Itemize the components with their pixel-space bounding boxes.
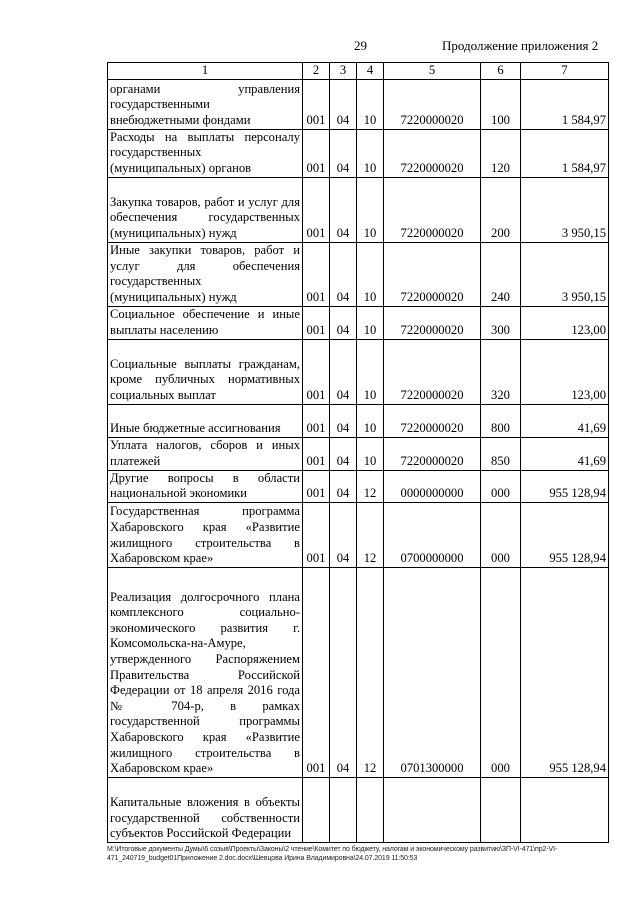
admin-code-cell: 001: [303, 437, 330, 470]
section-code-cell: 04: [330, 339, 357, 404]
subsection-code-cell: 12: [357, 470, 384, 502]
row-name-cell: Другие вопросы в области национальной экономики: [108, 470, 303, 502]
target-article-cell: 7220000020: [384, 306, 481, 339]
section-code-cell: [330, 777, 357, 842]
admin-code-cell: 001: [303, 79, 330, 129]
row-name-cell: Уплата налогов, сборов и иных платежей: [108, 437, 303, 470]
target-article-cell: 7220000020: [384, 242, 481, 306]
expense-type-cell: 850: [481, 437, 521, 470]
section-code-cell: 04: [330, 404, 357, 437]
amount-cell: 123,00: [521, 339, 609, 404]
column-header: 5: [384, 63, 481, 80]
expense-type-cell: 320: [481, 339, 521, 404]
amount-cell: 3 950,15: [521, 242, 609, 306]
amount-cell: 955 128,94: [521, 502, 609, 567]
table-row: [108, 129, 609, 177]
expense-type-cell: 000: [481, 470, 521, 502]
table-row: [108, 339, 609, 404]
subsection-code-cell: 10: [357, 404, 384, 437]
expense-type-cell: 000: [481, 567, 521, 777]
subsection-code-cell: 10: [357, 129, 384, 177]
subsection-code-cell: 10: [357, 79, 384, 129]
subsection-code-cell: 10: [357, 177, 384, 242]
table-row: [108, 777, 609, 842]
amount-cell: 123,00: [521, 306, 609, 339]
table-row: [108, 567, 609, 777]
column-header: 2: [303, 63, 330, 80]
subsection-code-cell: 12: [357, 567, 384, 777]
subsection-code-cell: [357, 777, 384, 842]
table-header-row: [108, 63, 609, 80]
section-code-cell: 04: [330, 306, 357, 339]
section-code-cell: 04: [330, 470, 357, 502]
section-code-cell: 04: [330, 79, 357, 129]
amount-cell: 955 128,94: [521, 470, 609, 502]
table-row: [108, 79, 609, 129]
footer-line: М:\Итоговые документы Думы\6 созыв\Проекты\Законы\2 чтение\Комитет по бюджету, налогам и экономическому развитию\ЗП-VI-471\пр2-VI-: [107, 846, 558, 853]
section-code-cell: 04: [330, 242, 357, 306]
table-row: [108, 242, 609, 306]
section-code-cell: 04: [330, 567, 357, 777]
amount-cell: 1 584,97: [521, 79, 609, 129]
admin-code-cell: 001: [303, 339, 330, 404]
expense-type-cell: 120: [481, 129, 521, 177]
expense-type-cell: 100: [481, 79, 521, 129]
admin-code-cell: [303, 777, 330, 842]
row-name-cell: Капитальные вложения в объекты государственной собственности субъектов Российской Федерации: [108, 777, 303, 842]
target-article-cell: [384, 777, 481, 842]
amount-cell: 3 950,15: [521, 177, 609, 242]
subsection-code-cell: 10: [357, 242, 384, 306]
row-name-cell: Государственная программа Хабаровского края «Развитие жилищного строительства в Хабаровском крае»: [108, 502, 303, 567]
row-name-cell: Закупка товаров, работ и услуг для обеспечения государственных (муниципальных) нужд: [108, 177, 303, 242]
admin-code-cell: 001: [303, 404, 330, 437]
footer-line: 471_240719_budget01Приложение 2.doc.docx\Шевцова Ирина Владимировна\24.07.2019 11:50:53: [107, 855, 418, 862]
table-row: [108, 470, 609, 502]
row-name-cell: Социальное обеспечение и иные выплаты населению: [108, 306, 303, 339]
subsection-code-cell: 12: [357, 502, 384, 567]
section-code-cell: 04: [330, 502, 357, 567]
target-article-cell: 7220000020: [384, 404, 481, 437]
amount-cell: 1 584,97: [521, 129, 609, 177]
admin-code-cell: 001: [303, 470, 330, 502]
row-name-cell: Расходы на выплаты персоналу государственных (муниципальных) органов: [108, 129, 303, 177]
amount-cell: 955 128,94: [521, 567, 609, 777]
target-article-cell: 7220000020: [384, 177, 481, 242]
subsection-code-cell: 10: [357, 437, 384, 470]
target-article-cell: 0700000000: [384, 502, 481, 567]
subsection-code-cell: 10: [357, 306, 384, 339]
subsection-code-cell: 10: [357, 339, 384, 404]
admin-code-cell: 001: [303, 242, 330, 306]
expense-type-cell: 200: [481, 177, 521, 242]
table-row: [108, 177, 609, 242]
table-row: [108, 404, 609, 437]
table-row: [108, 306, 609, 339]
row-name-cell: органами управления государственными внебюджетными фондами: [108, 79, 303, 129]
expense-type-cell: 800: [481, 404, 521, 437]
row-name-cell: Реализация долгосрочного плана комплексного социально-экономического развития г. Комсомольска-на-Амуре, утвержденного Распоряжением Правительства Российской Федерации от 18 апреля 2016 года № 704-р, в рамках государственной программы Хабаровского края «Развитие жилищного строительства в Хабаровском крае»: [108, 567, 303, 777]
expense-type-cell: 000: [481, 502, 521, 567]
row-name-cell: Иные закупки товаров, работ и услуг для обеспечения государственных (муниципальных) нужд: [108, 242, 303, 306]
column-header: 4: [357, 63, 384, 80]
admin-code-cell: 001: [303, 567, 330, 777]
expense-type-cell: 300: [481, 306, 521, 339]
admin-code-cell: 001: [303, 306, 330, 339]
amount-cell: 41,69: [521, 437, 609, 470]
admin-code-cell: 001: [303, 129, 330, 177]
document-path-footer: [107, 845, 617, 863]
column-header: 3: [330, 63, 357, 80]
admin-code-cell: 001: [303, 177, 330, 242]
expense-type-cell: [481, 777, 521, 842]
admin-code-cell: 001: [303, 502, 330, 567]
table-row: [108, 502, 609, 567]
section-code-cell: 04: [330, 437, 357, 470]
amount-cell: 41,69: [521, 404, 609, 437]
continuation-label: Продолжение приложения 2: [442, 38, 599, 53]
column-header: 1: [108, 63, 303, 80]
column-header: 6: [481, 63, 521, 80]
budget-table: [107, 62, 609, 843]
target-article-cell: 7220000020: [384, 129, 481, 177]
row-name-cell: Социальные выплаты гражданам, кроме публичных нормативных социальных выплат: [108, 339, 303, 404]
expense-type-cell: 240: [481, 242, 521, 306]
section-code-cell: 04: [330, 129, 357, 177]
target-article-cell: 0000000000: [384, 470, 481, 502]
table-row: [108, 437, 609, 470]
target-article-cell: 0701300000: [384, 567, 481, 777]
section-code-cell: 04: [330, 177, 357, 242]
target-article-cell: 7220000020: [384, 339, 481, 404]
column-header: 7: [521, 63, 609, 80]
row-name-cell: Иные бюджетные ассигнования: [108, 404, 303, 437]
target-article-cell: 7220000020: [384, 79, 481, 129]
amount-cell: [521, 777, 609, 842]
page-number: 29: [354, 38, 367, 53]
target-article-cell: 7220000020: [384, 437, 481, 470]
